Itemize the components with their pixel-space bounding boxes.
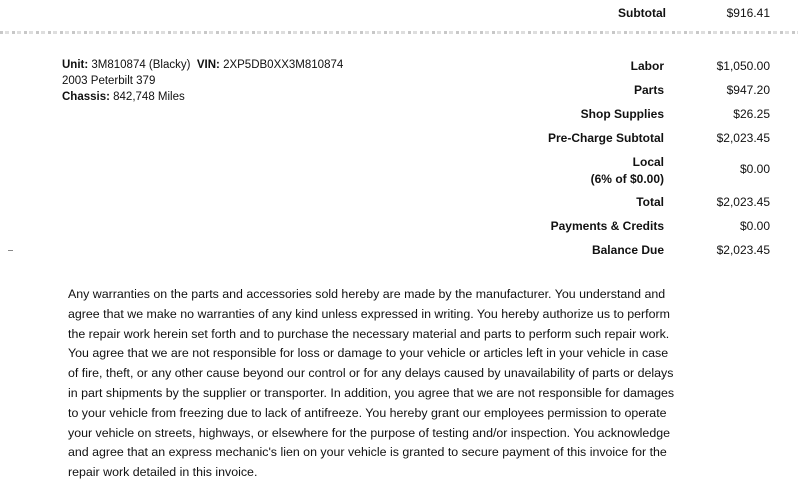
balance-due-value: $2,023.45 [716, 243, 770, 257]
warranty-line: agree that we make no warranties of any kind unless expressed in writing. You hereby authorize us to perform [68, 306, 670, 321]
warranty-line: and agree that an express mechanic's lien on your vehicle is granted to secure payment of this invoice for the [68, 445, 667, 460]
warranty-line: of fire, theft, or any other cause beyond our control or for any delays caused by unavailability of parts or delays [68, 366, 674, 381]
vin-label: VIN: [196, 59, 220, 71]
totals-row-local-tax [440, 152, 770, 192]
chassis-line [62, 89, 343, 105]
totals-row-labor [440, 56, 770, 80]
scan-divider [0, 31, 798, 34]
warranty-line: your vehicle on streets, highways, or elsewhere for the purpose of testing and/or inspection. You acknowledge [68, 425, 670, 440]
local-tax-rate: (6% of $0.00) [590, 172, 664, 186]
shop-supplies-label: Shop Supplies [580, 107, 664, 121]
parts-value: $947.20 [726, 83, 770, 97]
balance-due-label: Balance Due [591, 243, 664, 257]
chassis-label: Chassis: [62, 91, 110, 103]
vin-value: 2XP5DB0XX3M810874 [223, 59, 344, 71]
warranty-line: to your vehicle from freezing due to lack of antifreeze. You hereby grant our employees permission to operate [68, 405, 667, 420]
unit-info [62, 57, 343, 105]
labor-label: Labor [630, 59, 664, 73]
totals-row-pre-charge-subtotal [440, 128, 770, 152]
local-tax-value: $0.00 [739, 162, 770, 176]
total-value: $2,023.45 [716, 195, 770, 209]
warranty-line: the repair work herein set forth and to purchase the necessary material and parts to perform such repair work. [68, 326, 670, 341]
total-label: Total [636, 195, 664, 209]
totals-row-parts [440, 80, 770, 104]
unit-label: Unit: [62, 59, 89, 71]
shop-supplies-value: $26.25 [733, 107, 770, 121]
warranty-line: in part shipments by the supplier or transporter. In addition, you agree that we are not responsible for damages [68, 385, 675, 400]
pre-charge-subtotal-value: $2,023.45 [716, 131, 770, 145]
warranty-line: repair work detailed in this invoice. [68, 465, 258, 480]
chassis-value: 842,748 Miles [113, 91, 185, 103]
warranty-paragraph [68, 285, 768, 483]
labor-value: $1,050.00 [716, 59, 770, 73]
parts-label: Parts [633, 83, 664, 97]
subtotal-label: Subtotal [618, 6, 666, 20]
totals-row-payments-credits [440, 216, 770, 240]
pre-charge-subtotal-label: Pre-Charge Subtotal [547, 131, 664, 145]
totals-row-balance-due [440, 240, 770, 264]
unit-line [62, 57, 343, 73]
totals-row-total [440, 192, 770, 216]
warranty-line: Any warranties on the parts and accessories sold hereby are made by the manufacturer. You understand and [68, 287, 666, 301]
subtotal-value: $916.41 [726, 6, 770, 20]
warranty-line: You agree that we are not responsible for loss or damage to your vehicle or articles left in your vehicle in case [68, 346, 669, 361]
vehicle-model: 2003 Peterbilt 379 [62, 75, 156, 87]
totals-row-shop-supplies [440, 104, 770, 128]
local-tax-title: Local [632, 155, 664, 169]
payments-credits-value: $0.00 [739, 219, 770, 233]
totals-table [440, 56, 770, 264]
local-tax-label [591, 155, 664, 186]
unit-value: 3M810874 (Blacky) [91, 59, 191, 71]
payments-credits-label: Payments & Credits [550, 219, 664, 233]
scan-speck [8, 250, 13, 251]
